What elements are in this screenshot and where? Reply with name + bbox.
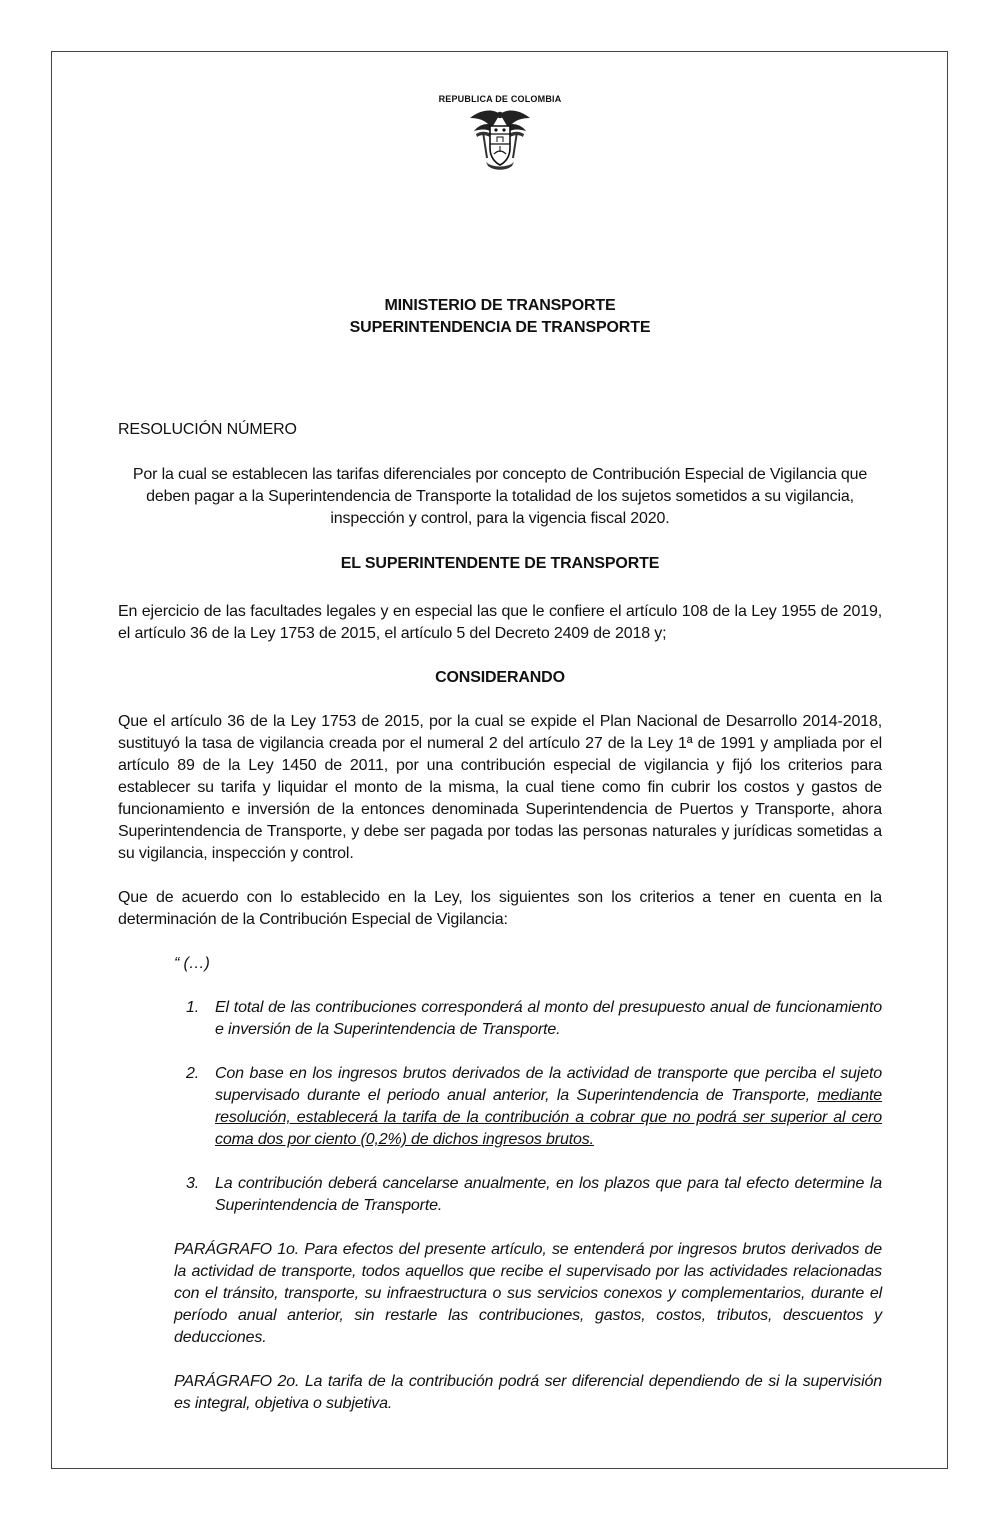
list-item [118, 1063, 882, 1151]
list-item-number: 2. [186, 1065, 200, 1082]
superintendence-title: SUPERINTENDENCIA DE TRANSPORTE [349, 319, 651, 336]
coat-of-arms-icon [468, 106, 532, 172]
intro-paragraph: En ejercicio de las facultades legales y en especial las que le confiere el artículo 108 de la Ley 1955 de 2019, el artículo 36 de la Ley 1753 de 2015, el artículo 5 del Decreto 2409 de 2018 y; [118, 603, 882, 642]
country-name: REPUBLICA DE COLOMBIA [438, 94, 562, 104]
ministry-title: MINISTERIO DE TRANSPORTE [384, 297, 616, 314]
list-item-number: 3. [186, 1175, 200, 1192]
paragrafo-1: PARÁGRAFO 1o. Para efectos del presente artículo, se entenderá por ingresos brutos derivados de la actividad de transporte, todos aquellos que recibe el supervisado por las actividades relacionadas con el tránsito, transporte, su infraestructura o sus servicios conexos y complementarios, durante el período anual anterior, sin restarle las contribuciones, gastos, costos, tributos, descuentos y deducciones. [174, 1241, 882, 1346]
list-item [118, 1173, 882, 1217]
list-item-underlined-text: mediante resolución, establecerá la tarifa de la contribución a cobrar que no podrá ser superior al cero coma dos por ciento (0,2%) de dichos ingresos brutos. [215, 1087, 882, 1148]
list-item [118, 997, 882, 1041]
quote-opening: “ (…) [174, 955, 210, 972]
list-item-text: Con base en los ingresos brutos derivados de la actividad de transporte que perciba el sujeto supervisado durante el periodo anual anterior, la Superintendencia de Transporte, [215, 1065, 882, 1104]
superintendent-heading: EL SUPERINTENDENTE DE TRANSPORTE [340, 555, 660, 572]
paragrafo-2: PARÁGRAFO 2o. La tarifa de la contribución podrá ser diferencial dependiendo de si la supervisión es integral, objetiva o subjetiva. [174, 1373, 882, 1412]
criteria-list [118, 997, 882, 1217]
list-item-number: 1. [186, 999, 200, 1016]
list-item-text: El total de las contribuciones corresponderá al monto del presupuesto anual de funcionamiento e inversión de la Superintendencia de Transporte. [215, 999, 882, 1038]
considering-paragraph-1: Que el artículo 36 de la Ley 1753 de 2015, por la cual se expide el Plan Nacional de Desarrollo 2014-2018, sustituyó la tasa de vigilancia creada por el numeral 2 del artículo 27 de la Ley 1ª de 1991 y ampliada por el artículo 89 de la Ley 1450 de 2011, por una contribución especial de vigilancia y fijó los criterios para establecer su tarifa y liquidar el monto de la misma, la cual tiene como fin cubrir los costos y gastos de funcionamiento e inversión de la entonces denominada Superintendencia de Puertos y Transporte, ahora Superintendencia de Transporte, y debe ser pagada por todas las personas naturales y jurídicas sometidas a su vigilancia, inspección y control. [118, 713, 882, 862]
list-item-text: La contribución deberá cancelarse anualmente, en los plazos que para tal efecto determine la Superintendencia de Transporte. [215, 1175, 882, 1214]
document-body [118, 295, 882, 1415]
considering-paragraph-2: Que de acuerdo con lo establecido en la Ley, los siguientes son los criterios a tener en cuenta en la determinación de la Contribución Especial de Vigilancia: [118, 889, 882, 928]
resolution-summary: Por la cual se establecen las tarifas diferenciales por concepto de Contribución Especial de Vigilancia que deben pagar a la Superintendencia de Transporte la totalidad de los sujetos sometidos a su vigilancia, inspección y control, para la vigencia fiscal 2020. [132, 466, 868, 527]
considering-heading: CONSIDERANDO [435, 669, 565, 686]
resolution-number-label: RESOLUCIÓN NÚMERO [118, 421, 297, 438]
